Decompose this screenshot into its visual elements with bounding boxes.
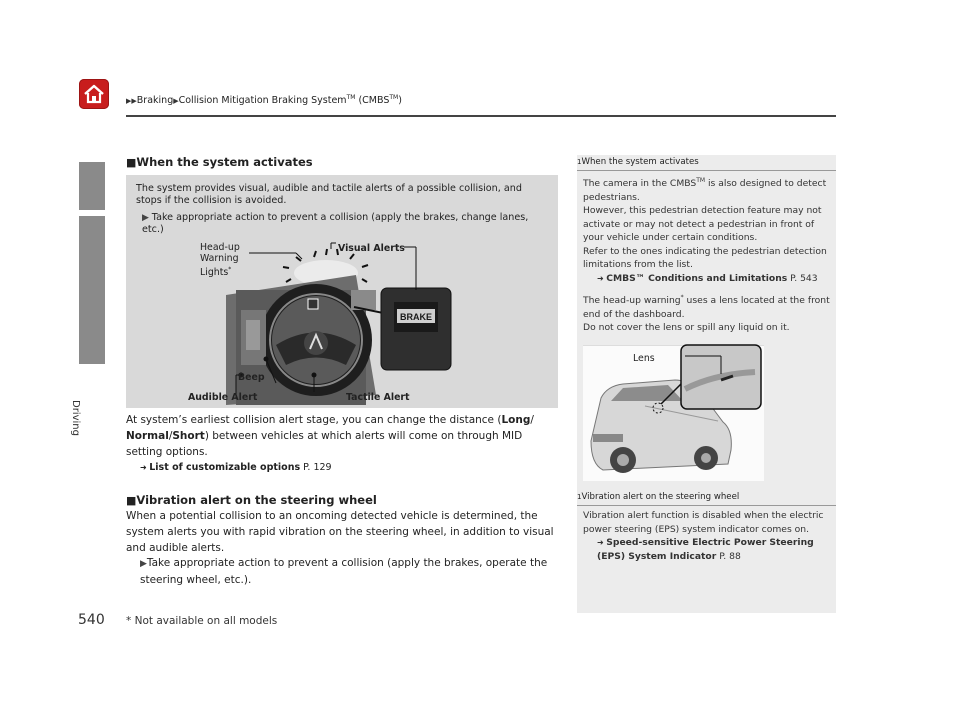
label-visual-alerts: Visual Alerts — [338, 243, 405, 254]
link-cmbs-conditions[interactable]: ➜ CMBS™ Conditions and Limitations P. 543 — [597, 272, 818, 284]
header-rule — [126, 115, 836, 117]
home-icon — [79, 79, 109, 109]
breadcrumb-link-braking[interactable]: Braking — [136, 95, 174, 107]
link-arrow-icon: ➜ — [597, 273, 607, 283]
note1-text: The camera in the CMBS™ is also designed to detect pedestrians. However, this pedestrian detection feature may not activate or may not detect a pedestrian in front of your vehicle under certain conditions. Refer to the ones indicating the pedestrian detection limitations from the list. ➜ CMBS™ Conditions and Limitations P. 543 The head-up warning* uses a lens located at the front end of the dashboard. Do not cover the lens or spill any liquid on it. — [583, 177, 830, 334]
distance-setting-paragraph: At system’s earliest collision alert stage, you can change the distance (Long/ Normal/Short) between vehicles at which alerts will come on through MID setting options. — [126, 414, 534, 458]
page-number: 540 — [78, 612, 105, 628]
home-button[interactable] — [79, 79, 109, 109]
side-tab-marker — [79, 162, 105, 210]
dashboard-illustration — [126, 235, 558, 408]
footnote: * Not available on all models — [126, 615, 278, 627]
section-heading-when-activates: ■When the system activates — [126, 155, 313, 169]
arrow-bullet-icon: ▶ — [142, 213, 152, 223]
vibration-alert-paragraph: When a potential collision to an oncoming detected vehicle is determined, the system alerts you with rapid vibration on the steering wheel, in addition to visual and audible alerts. — [126, 510, 554, 554]
label-hud-warning-lights: Head-up Warning Lights* — [200, 242, 240, 279]
vibration-alert-bullet: ▶Take appropriate action to prevent a collision (apply the brakes, operate the steering wheel, etc.). — [140, 557, 548, 586]
breadcrumb — [126, 94, 402, 106]
arrow-bullet-icon: ▶ — [140, 559, 147, 569]
side-tab-active[interactable] — [79, 216, 105, 364]
note-rule — [577, 505, 836, 506]
link-arrow-icon: ➜ — [140, 463, 150, 472]
note2-text: Vibration alert function is disabled when the electric power steering (EPS) system indicator comes on. ➜ Speed-sensitive Electric Power Steering (EPS) System Indicator P. 88 — [583, 509, 830, 563]
label-tactile-alert: Tactile Alert — [346, 392, 410, 403]
brake-indicator-text: BRAKE — [399, 312, 433, 322]
breadcrumb-current[interactable]: Collision Mitigation Braking System™ (CMBS™) — [178, 94, 402, 107]
steering-wheel-image — [226, 275, 376, 405]
note-rule — [577, 170, 836, 171]
section-heading-vibration-alert: ■Vibration alert on the steering wheel — [126, 493, 377, 507]
note-marker-icon: 1 — [577, 158, 582, 166]
breadcrumb-arrow-icon: ▶▶ — [126, 97, 137, 106]
side-section-label: Driving — [70, 400, 81, 436]
label-beep: Beep — [238, 372, 265, 383]
label-audible-alert: Audible Alert — [188, 392, 258, 403]
figure-intro-text: The system provides visual, audible and tactile alerts of a possible collision, and stops if the collision is avoided. — [136, 183, 522, 206]
figure-bullet: ▶ Take appropriate action to prevent a collision (apply the brakes, change lanes, etc.) — [142, 212, 529, 235]
lens-callout — [675, 344, 765, 410]
link-arrow-icon: ➜ — [597, 538, 607, 547]
note-marker-icon: 1 — [577, 493, 582, 501]
square-bullet-icon: ■ — [126, 156, 137, 169]
link-eps-indicator[interactable]: ➜ Speed-sensitive Electric Power Steering (EPS) System Indicator P. 88 — [597, 537, 814, 562]
link-customizable-options[interactable]: ➜ List of customizable options P. 129 — [140, 462, 332, 473]
label-lens: Lens — [633, 353, 655, 364]
note-heading-vibration: 1Vibration alert on the steering wheel — [577, 492, 740, 502]
note-heading-when-activates: 1When the system activates — [577, 157, 699, 167]
breadcrumb-arrow-icon: ▶ — [173, 97, 179, 106]
square-bullet-icon: ■ — [126, 494, 137, 507]
